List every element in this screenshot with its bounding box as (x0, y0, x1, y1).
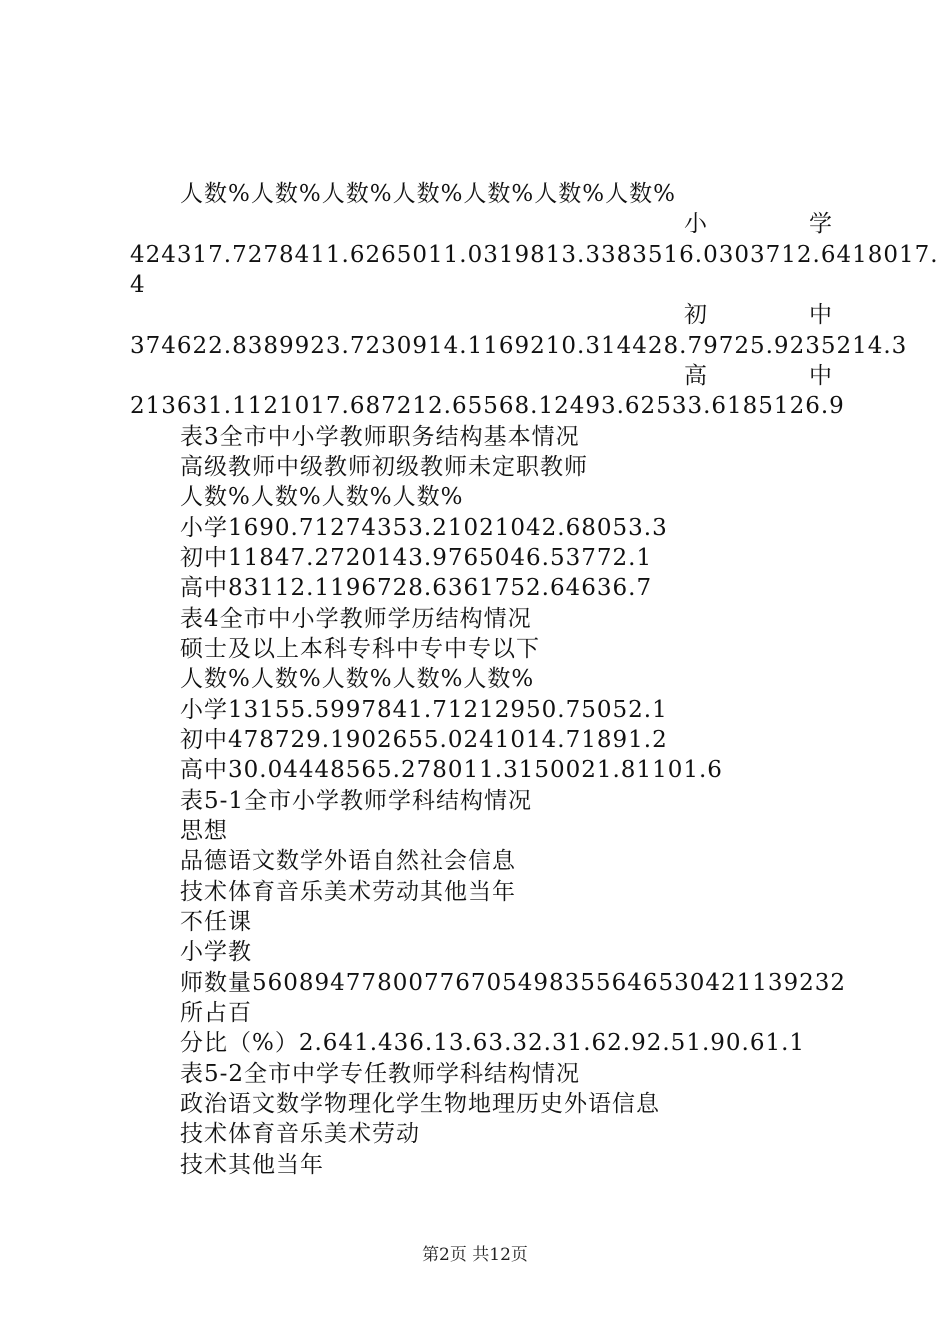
row-label-primary: 小 学 (684, 211, 832, 237)
table3-subheader: 人数%人数%人数%人数% (180, 484, 464, 510)
primary-data-row: 424317.7278411.6265011.0319813.3383516.0303712.6418017. (130, 242, 939, 268)
table5-1-header-3: 技术体育音乐美术劳动其他当年 (180, 879, 516, 905)
table5-1-header-4: 不任课 (180, 909, 252, 935)
table3-row-senior: 高中83112.1196728.6361752.64636.7 (180, 575, 653, 601)
table3-title: 表3全市中小学教师职务结构基本情况 (180, 424, 580, 450)
table5-2-header-1: 政治语文数学物理化学生物地理历史外语信息 (180, 1091, 660, 1117)
table5-2-header-2: 技术体育音乐美术劳动 (180, 1121, 420, 1147)
header-row-counts: 人数%人数%人数%人数%人数%人数%人数% (180, 181, 676, 207)
junior-data-row: 374622.8389923.7230914.1169210.314428.79725.9235214.3 (130, 333, 908, 359)
table5-1-header-2: 品德语文数学外语自然社会信息 (180, 848, 516, 874)
table4-row-primary: 小学13155.5997841.71212950.75052.1 (180, 697, 668, 723)
page-footer: 第2页 共12页 (422, 1245, 528, 1265)
table5-1-row-percent: 分比（%）2.641.436.13.63.32.31.62.92.51.90.61.1 (180, 1030, 806, 1056)
table5-1-rowlabel-1: 小学教 (180, 939, 252, 965)
table5-2-title: 表5-2全市中学专任教师学科结构情况 (180, 1061, 581, 1087)
table3-header: 高级教师中级教师初级教师未定职教师 (180, 454, 588, 480)
table4-row-junior: 初中478729.1902655.0241014.71891.2 (180, 727, 668, 753)
table5-1-header-1: 思想 (180, 818, 228, 844)
row-label-junior: 初 中 (684, 302, 832, 328)
table4-row-senior: 高中30.04448565.278011.3150021.81101.6 (180, 757, 723, 783)
table3-row-primary: 小学1690.71274353.21021042.68053.3 (180, 515, 668, 541)
table5-2-header-3: 技术其他当年 (180, 1152, 324, 1178)
table4-subheader: 人数%人数%人数%人数%人数% (180, 666, 535, 692)
primary-data-row-wrap: 4 (130, 272, 146, 298)
row-label-senior: 高 中 (684, 363, 832, 389)
table3-row-junior: 初中11847.2720143.9765046.53772.1 (180, 545, 653, 571)
table5-1-title: 表5-1全市小学教师学科结构情况 (180, 788, 533, 814)
table5-1-rowlabel-2: 所占百 (180, 1000, 252, 1026)
table4-title: 表4全市中小学教师学历结构情况 (180, 606, 532, 632)
table4-header: 硕士及以上本科专科中专中专以下 (180, 636, 540, 662)
table5-1-row-count: 师数量56089477800776705498355646530421139232 (180, 970, 847, 996)
senior-data-row: 213631.1121017.687212.65568.12493.62533.6185126.9 (130, 393, 845, 419)
